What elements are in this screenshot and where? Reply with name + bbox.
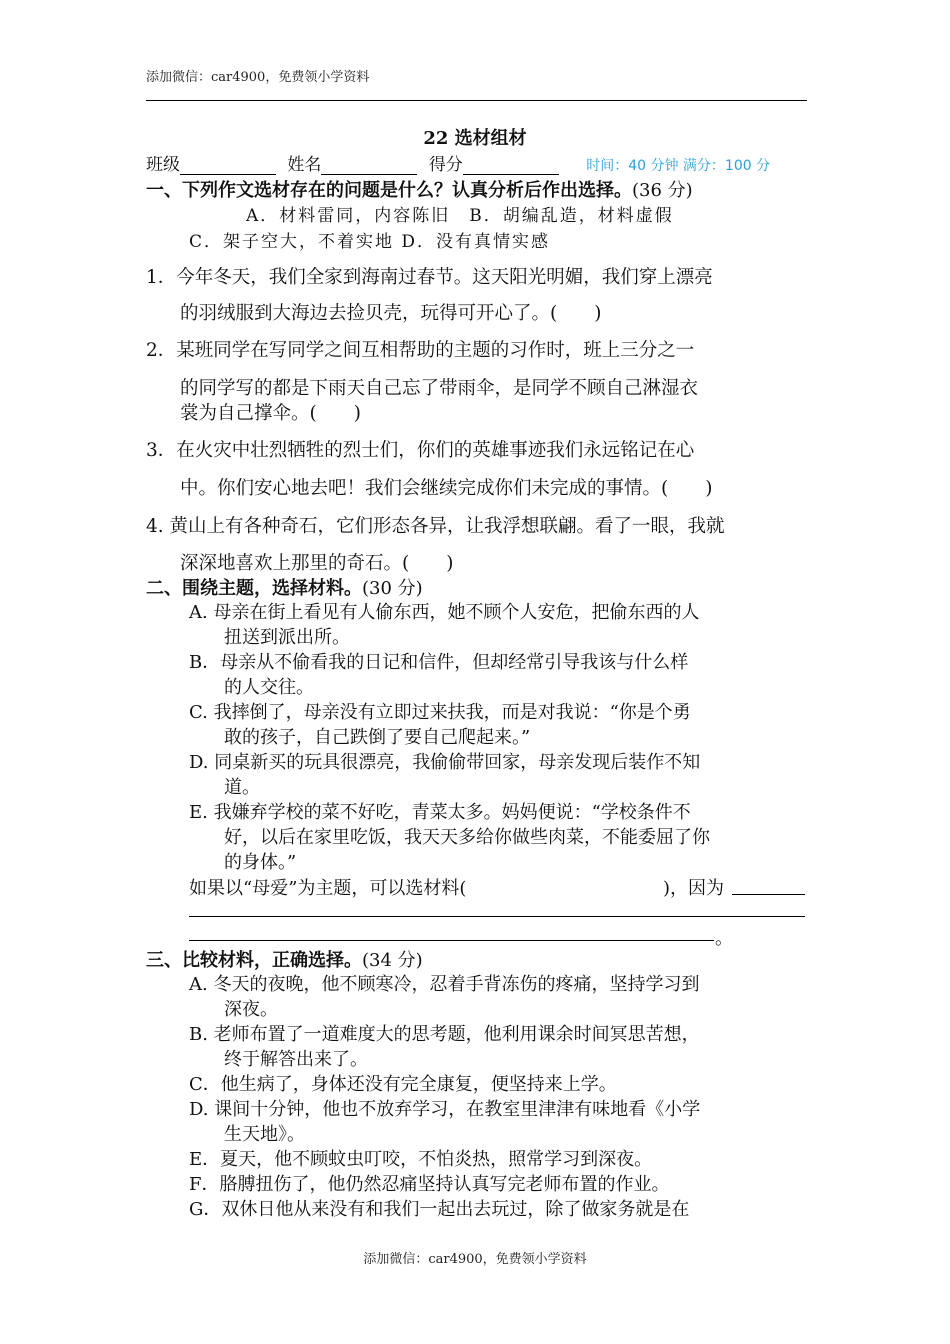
section3-option-g: G．双休日他从来没有和我们一起出去玩过，除了做家务就是在	[189, 1199, 690, 1220]
section1-options-line2: C．架子空大，不着实地 D．没有真情实感	[189, 232, 551, 252]
section2-heading-text: 二、围绕主题，选择材料。	[146, 578, 362, 599]
question-2-line3: 裳为自己撑伞。( )	[180, 403, 361, 424]
name-blank[interactable]	[321, 157, 417, 175]
section2-option-c-line2: 敢的孩子，自己跌倒了要自己爬起来。”	[224, 727, 531, 748]
student-info-line	[146, 150, 770, 175]
section2-option-c-line1: C. 我摔倒了，母亲没有立即过来扶我，而是对我说：“你是个勇	[189, 702, 691, 723]
score-blank[interactable]	[463, 157, 559, 175]
section2-option-d-line2: 道。	[224, 777, 260, 798]
section3-option-b-line2: 终于解答出来了。	[224, 1049, 368, 1070]
section3-option-f: F．胳膊扭伤了，他仍然忍痛坚持认真写完老师布置的作业。	[189, 1174, 670, 1195]
class-label: 班级	[146, 155, 180, 175]
question-2-line2: 的同学写的都是下雨天自己忘了带雨伞，是同学不顾自己淋湿衣	[180, 378, 699, 399]
section3-points: (34 分)	[362, 950, 423, 971]
question-4-line2: 深深地喜欢上那里的奇石。( )	[180, 553, 454, 574]
name-label: 姓名	[287, 155, 322, 175]
section2-heading	[146, 574, 423, 600]
section2-option-a-line1: A. 母亲在街上看见有人偷东西，她不顾个人安危，把偷东西的人	[189, 602, 700, 623]
section3-heading-text: 三、比较材料，正确选择。	[146, 950, 362, 971]
question-1-line2: 的羽绒服到大海边去捡贝壳，玩得可开心了。( )	[180, 303, 602, 324]
section3-option-e: E．夏天，他不顾蚊虫叮咬，不怕炎热，照常学习到深夜。	[189, 1149, 653, 1170]
answer-line-1[interactable]	[189, 916, 805, 917]
section2-option-e-line3: 的身体。”	[224, 852, 297, 873]
section2-option-b-line1: B．母亲从不偷看我的日记和信件，但却经常引导我该与什么样	[189, 652, 689, 673]
section2-option-a-line2: 扭送到派出所。	[224, 627, 350, 648]
question-4-line1: 4. 黄山上有各种奇石，它们形态各异，让我浮想联翩。看了一眼，我就	[146, 516, 725, 537]
answer-line-2[interactable]	[189, 940, 714, 941]
question-3-line2: 中。你们安心地去吧！我们会继续完成你们未完成的事情。( )	[180, 478, 713, 499]
class-blank[interactable]	[180, 157, 276, 175]
section2-option-e-line2: 好，以后在家里吃饭，我天天多给你做些肉菜，不能委屈了你	[224, 827, 710, 848]
section3-option-b-line1: B. 老师布置了一道难度大的思考题，他利用课余时间冥思苦想，	[189, 1024, 700, 1045]
section1-points: (36 分)	[632, 180, 693, 201]
score-label: 得分	[428, 155, 463, 175]
footer-note: 添加微信：car4900，免费领小学资料	[363, 1252, 587, 1267]
answer-blank-reason[interactable]	[732, 894, 805, 895]
section3-option-d-line2: 生天地》。	[224, 1124, 305, 1145]
section2-points: (30 分)	[362, 578, 423, 599]
section2-prompt-end: )，因为	[663, 878, 725, 899]
answer-end-mark: 。	[715, 928, 733, 949]
section1-heading-text: 一、下列作文选材存在的问题是什么？认真分析后作出选择。	[146, 180, 632, 201]
section2-option-d-line1: D. 同桌新买的玩具很漂亮，我偷偷带回家，母亲发现后装作不知	[189, 752, 701, 773]
section3-heading	[146, 946, 423, 972]
question-2-line1: 2．某班同学在写同学之间互相帮助的主题的习作时，班上三分之一	[146, 340, 695, 361]
section1-heading	[146, 176, 693, 202]
question-3-line1: 3．在火灾中壮烈牺牲的烈士们，你们的英雄事迹我们永远铭记在心	[146, 440, 695, 461]
header-note: 添加微信：car4900，免费领小学资料	[146, 70, 370, 85]
section3-option-a-line1: A. 冬天的夜晚，他不顾寒冷，忍着手背冻伤的疼痛，坚持学习到	[189, 974, 700, 995]
section3-option-d-line1: D. 课间十分钟，他也不放弃学习，在教室里津津有味地看《小学	[189, 1099, 701, 1120]
page-title: 22 选材组材	[423, 128, 527, 149]
section2-option-e-line1: E. 我嫌弃学校的菜不好吃，青菜太多。妈妈便说：“学校条件不	[189, 802, 691, 823]
section2-option-b-line2: 的人交往。	[224, 677, 314, 698]
section1-options-line1: A．材料雷同，内容陈旧 B．胡编乱造，材料虚假	[246, 206, 674, 226]
section2-prompt-start: 如果以“母爱”为主题，可以选材料(	[189, 878, 467, 899]
section3-option-a-line2: 深夜。	[224, 999, 278, 1020]
question-1-line1: 1．今年冬天，我们全家到海南过春节。这天阳光明媚，我们穿上漂亮	[146, 267, 713, 288]
section3-option-c: C．他生病了，身体还没有完全康复，便坚持来上学。	[189, 1074, 617, 1095]
header-rule	[146, 100, 807, 101]
time-score-info: 时间：40 分钟 满分：100 分	[586, 158, 771, 174]
